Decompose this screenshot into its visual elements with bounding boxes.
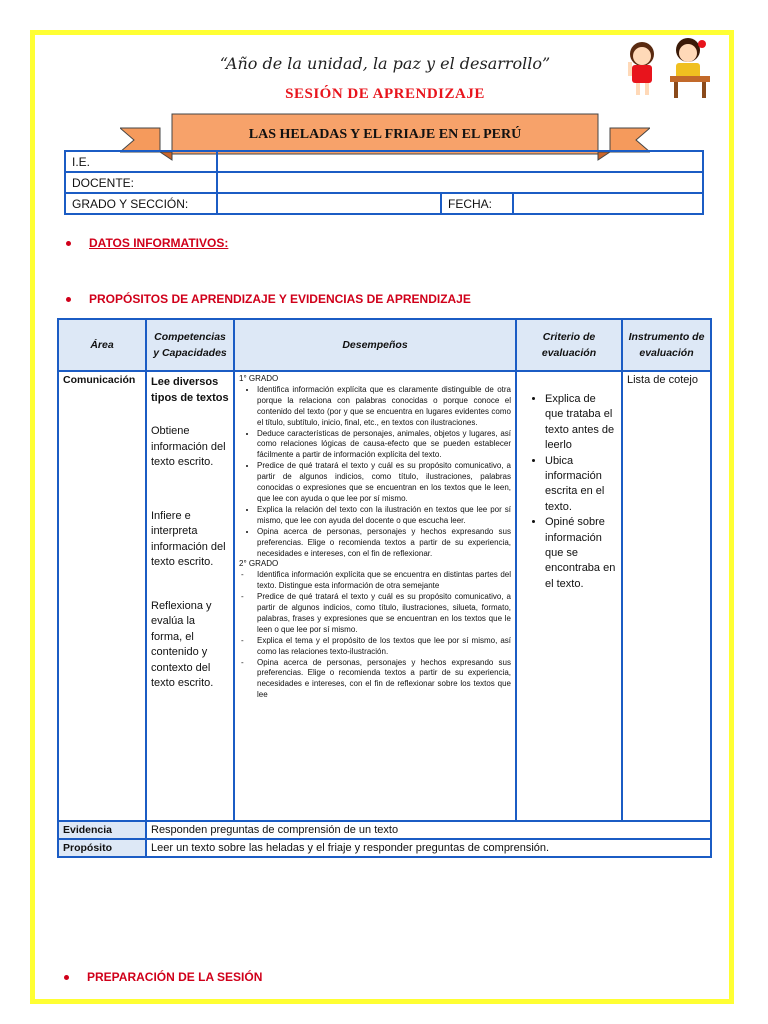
header-competencias: Competencias y Capacidades	[146, 319, 234, 371]
list-item: • Opina acerca de personas, personajes y hechos expresando sus preferencias. Elige o recomienda textos a partir de su experiencia, necesidades e intereses, con el fin de reflexionar.	[257, 527, 511, 560]
banner-title: LAS HELADAS Y EL FRIAJE EN EL PERÚ	[248, 127, 522, 142]
bullet-icon	[66, 297, 71, 302]
docente-field[interactable]	[217, 172, 703, 193]
header-area: Área	[58, 319, 146, 371]
area-cell: Comunicación	[58, 371, 146, 821]
header-instrumento: Instrumento de evaluación	[622, 319, 711, 371]
list-item: • Predice de qué tratará el texto y cuál es su propósito comunicativo, a partir de algunos indicios, como título, ilustraciones, palabras conocidas o expresiones que se encuentran en los textos que le leen, que lee con ayuda o que lee por sí mismo.	[257, 461, 511, 505]
desempenos-1-list	[239, 385, 511, 560]
grado-field[interactable]	[217, 193, 441, 214]
section-preparacion	[64, 970, 262, 984]
grado-label: GRADO Y SECCIÓN:	[65, 193, 217, 214]
list-item: - Explica el tema y el propósito de los textos que lee por sí mismo, así como las relaciones texto-ilustración.	[239, 636, 511, 658]
ie-field[interactable]	[217, 151, 703, 172]
list-item: • Explica de que trataba el texto antes de leerlo	[545, 392, 617, 454]
learning-table	[57, 318, 712, 858]
section-propositos-label: PROPÓSITOS DE APRENDIZAJE Y EVIDENCIAS DE APRENDIZAJE	[89, 292, 471, 306]
list-item: • Identifica información explícita que es claramente distinguible de otra porque la relaciona con palabras conocidas o porque conoce el contenido del texto (por y que se encuentra en lugares evidentes como el título, subtítulo, inicio, final, etc., en textos con ilustraciones.	[257, 385, 511, 429]
bullet-icon	[64, 975, 69, 980]
list-item: - Opina acerca de personas, personajes y hechos expresando sus preferencias. Elige o recomienda textos a partir de su experiencia, necesidades e intereses, con el fin de reflexionar sobre los textos que lee	[239, 658, 511, 702]
kids-illustration	[624, 36, 716, 100]
motto: “Año de la unidad, la paz y el desarrollo”	[219, 54, 551, 73]
fecha-field[interactable]	[513, 193, 703, 214]
capacidad-1: Obtiene información del texto escrito.	[151, 425, 226, 468]
header-desempenos: Desempeños	[234, 319, 516, 371]
evidencia-value: Responden preguntas de comprensión de un texto	[146, 821, 711, 839]
grado-2-heading: 2° GRADO	[239, 559, 279, 569]
list-item: • Deduce características de personajes, animales, objetos y lugares, así como relaciones lógicas de causa-efecto que se pueden establecer fácilmente a partir de información explícita del texto.	[257, 429, 511, 462]
ie-label: I.E.	[65, 151, 217, 172]
proposito-label: Propósito	[58, 839, 146, 857]
section-preparacion-label: PREPARACIÓN DE LA SESIÓN	[87, 970, 263, 984]
info-table	[64, 150, 704, 215]
list-item: • Ubica información escrita en el texto.	[545, 454, 617, 516]
capacidad-3: Reflexiona y evalúa la forma, el contenido y contexto del texto escrito.	[151, 599, 214, 689]
grado-1-heading: 1° GRADO	[239, 374, 279, 383]
desempenos-cell	[234, 371, 516, 821]
list-item: - Predice de qué tratará el texto y cuál es su propósito comunicativo, a partir de algunos indicios, como título, ilustraciones, silueta, formato, palabras, frases y expresiones que se encuentran en los textos que le leen o que lee por sí mismo.	[239, 592, 511, 636]
evidencia-label: Evidencia	[58, 821, 146, 839]
criterio-list	[521, 392, 617, 592]
competencia-title: Lee diversos tipos de textos	[151, 376, 229, 404]
list-item: • Opiné sobre información que se encontraba en el texto.	[545, 515, 617, 592]
list-item: - Identifica información explícita que se encuentra en distintas partes del texto. Distingue esta información de otra semejante	[239, 570, 511, 592]
list-item: • Explica la relación del texto con la ilustración en textos que lee por sí mismo, que lee con ayuda del docente o que escucha leer.	[257, 505, 511, 527]
fecha-label: FECHA:	[441, 193, 513, 214]
instrumento-cell: Lista de cotejo	[622, 371, 711, 821]
bullet-icon	[66, 241, 71, 246]
section-propositos	[66, 292, 471, 306]
docente-label: DOCENTE:	[65, 172, 217, 193]
capacidad-2: Infiere e interpreta información del texto escrito.	[151, 509, 226, 568]
desempenos-2-list	[239, 570, 511, 701]
proposito-value: Leer un texto sobre las heladas y el friaje y responder preguntas de comprensión.	[146, 839, 711, 857]
criterio-cell	[516, 371, 622, 821]
session-title: SESIÓN DE APRENDIZAJE	[285, 86, 485, 102]
section-datos	[66, 236, 228, 250]
header-criterio: Criterio de evaluación	[516, 319, 622, 371]
competencias-cell	[146, 371, 234, 821]
section-datos-label: DATOS INFORMATIVOS:	[89, 236, 229, 250]
